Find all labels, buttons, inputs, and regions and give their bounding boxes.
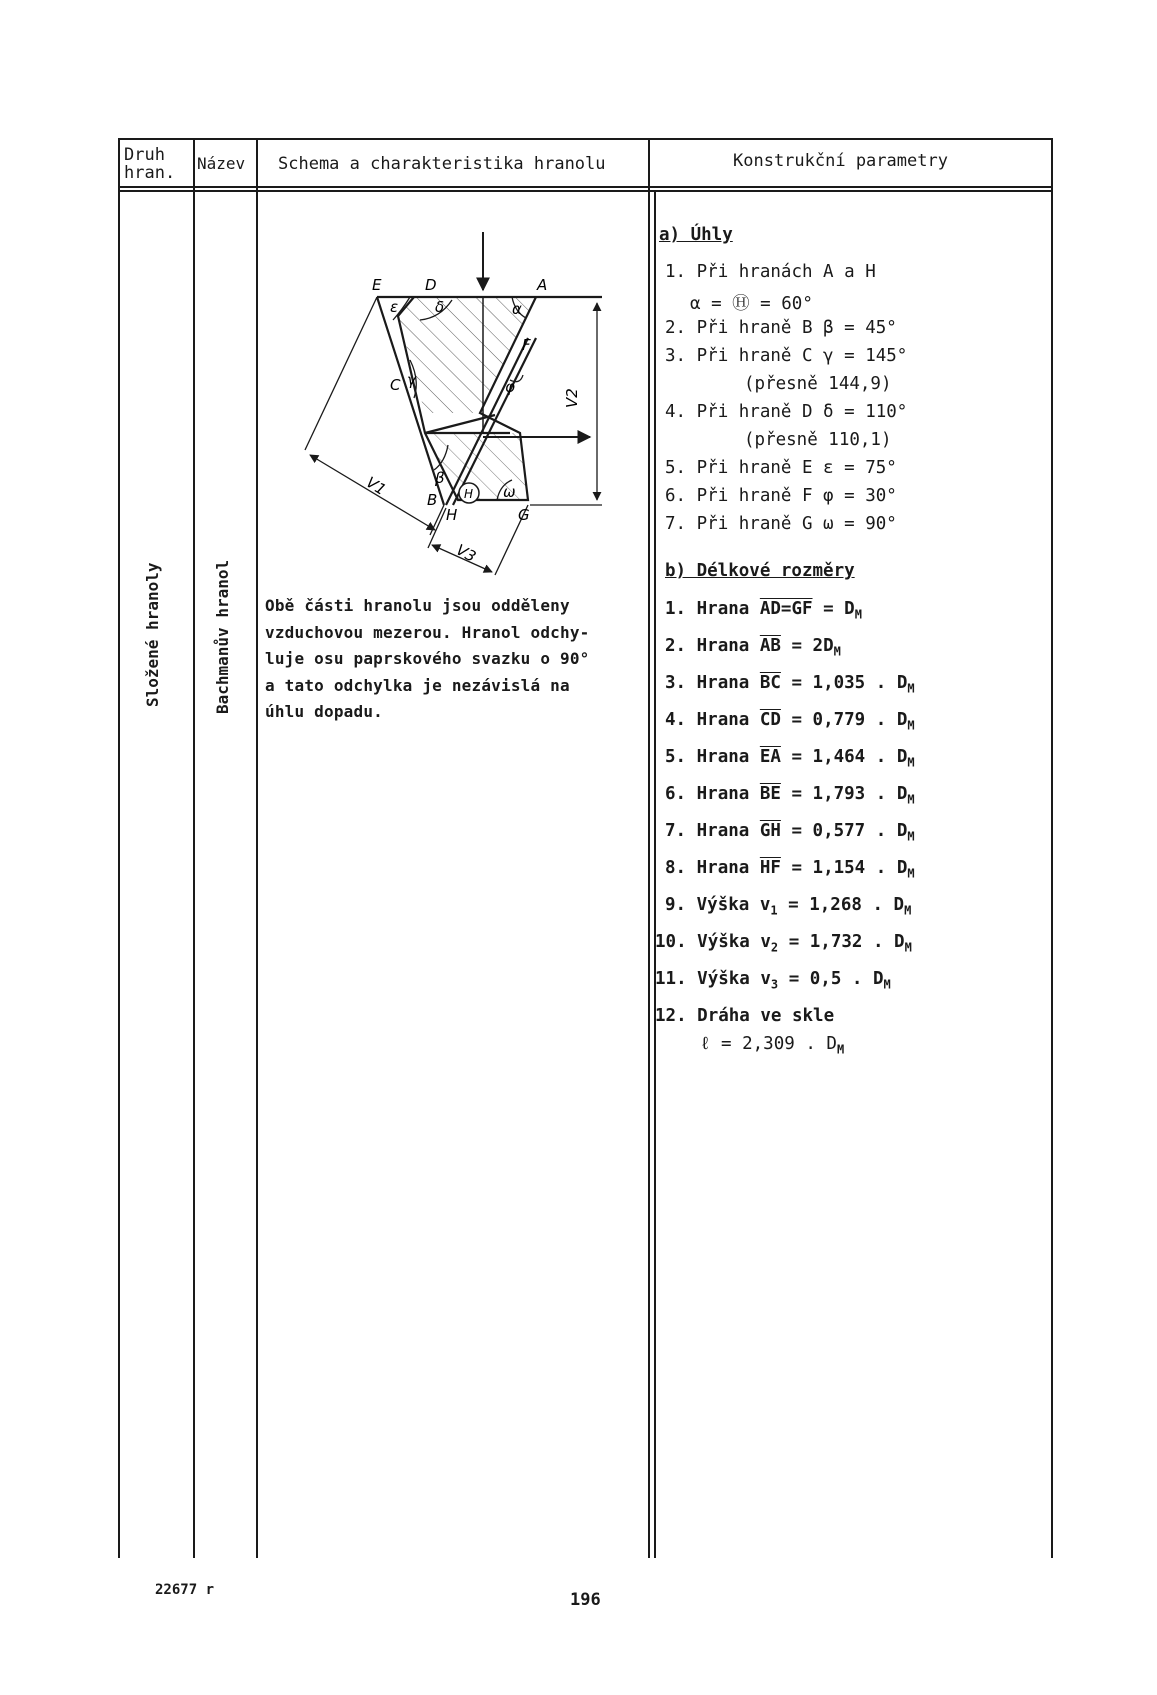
description-line: luje osu paprskového svazku o 90° — [265, 649, 590, 668]
angle-omega: ω — [503, 483, 516, 501]
item-text: (přesně 110,1) — [744, 430, 892, 450]
length-item-11: 11. Výška $v_3 = 0,5$ . $D_M$ — [655, 969, 891, 992]
nazev-label: Bachmanův hranol — [213, 559, 232, 714]
length-item-2: 2. Hrana $\overline{AB} = 2D_M$ — [665, 636, 841, 659]
angle-gamma: γ — [407, 371, 416, 389]
length-item-9: 9. Výška $v_1 = 1,268$ . $D_M$ — [665, 895, 912, 918]
item-number: 3. — [665, 346, 687, 366]
description-line: vzduchovou mezerou. Hranol odchy- — [265, 622, 590, 642]
item-text: Při hraně D δ = 110° — [696, 402, 908, 422]
document-code: 22677 r — [155, 1582, 215, 1598]
angle-H: H — [464, 487, 474, 501]
angle-item-6 — [665, 486, 897, 506]
angle-beta: β — [435, 469, 445, 487]
length-item-5: 5. Hrana $\overline{EA} = 1,464$ . $D_M$ — [665, 747, 915, 770]
angle-item-1b — [690, 290, 813, 315]
item-text: Při hraně E ε = 75° — [696, 458, 897, 478]
item-text: Při hraně C γ = 145° — [696, 346, 908, 366]
header-konstrukcni: Konstrukční parametry — [733, 151, 948, 171]
page-number: 196 — [570, 1590, 601, 1610]
item-number: 7. — [665, 514, 687, 534]
item-text: Při hranách A a H — [696, 262, 876, 282]
header-druh-line1: Druh — [124, 145, 165, 165]
angle-item-3 — [665, 346, 907, 366]
item-text: Při hraně F φ = 30° — [696, 486, 897, 506]
header-druh — [124, 146, 175, 182]
angle-item-7 — [665, 514, 897, 534]
angle-item-1 — [665, 262, 876, 282]
angle-epsilon: ε — [390, 298, 399, 316]
angle-alpha: α — [512, 300, 522, 318]
bachmann-prism-diagram — [258, 220, 646, 580]
lengths-heading: b) Délkové rozměry — [665, 561, 855, 581]
header-nazev: Název — [197, 154, 246, 173]
label-v2: V2 — [563, 388, 581, 408]
label-D: D — [425, 276, 437, 294]
label-v1: V1 — [362, 473, 390, 499]
item-text: (přesně 144,9) — [744, 374, 892, 394]
length-item-12: 12. Dráha ve skle — [655, 1006, 835, 1026]
col-border-left — [118, 138, 120, 1558]
col-border-right — [1051, 138, 1053, 1558]
length-item-4: 4. Hrana $\overline{CD} = 0,779$ . $D_M$ — [665, 710, 915, 733]
item-text: α = Ⓗ = 60° — [690, 294, 813, 314]
item-text: Při hraně B β = 45° — [696, 318, 897, 338]
header-druh-line2: hran. — [124, 163, 176, 183]
length-item-7: 7. Hrana $\overline{GH} = 0,577$ . $D_M$ — [665, 821, 915, 844]
label-H: H — [446, 506, 458, 524]
length-item-10: 10. Výška $v_2 = 1,732$ . $D_M$ — [655, 932, 912, 955]
angles-heading: a) Úhly — [659, 225, 733, 245]
angle-item-4 — [665, 402, 907, 422]
col-border-1 — [193, 138, 195, 1558]
description-line: a tato odchylka je nezávislá na — [265, 675, 570, 695]
angle-item-3b — [744, 374, 892, 394]
length-item-1: 1. Hrana $AD=GF = D_M$ — [665, 599, 862, 622]
length-item-8: 8. Hrana $\overline{HF} = 1,154$ . $D_M$ — [665, 858, 915, 881]
label-C: C — [390, 376, 401, 394]
label-G: G — [518, 506, 530, 524]
item-number: 1. — [665, 262, 687, 282]
item-number: 4. — [665, 402, 687, 422]
item-text: Při hraně G ω = 90° — [696, 514, 897, 534]
header-schema: Schema a charakteristika hranolu — [278, 154, 606, 174]
angle-delta: δ — [435, 298, 445, 316]
druh-label: Složené hranoly — [143, 562, 162, 707]
label-B: B — [427, 491, 438, 509]
label-A: A — [537, 276, 548, 294]
prism-description — [265, 593, 645, 726]
length-item-6: 6. Hrana $\overline{BE} = 1,793$ . $D_M$ — [665, 784, 915, 807]
length-item-3: 3. Hrana $\overline{BC} = 1,035$ . $D_M$ — [665, 673, 915, 696]
table-top-border — [118, 138, 1052, 140]
label-F: F — [522, 336, 531, 354]
description-line: Obě části hranolu jsou odděleny — [265, 596, 570, 615]
label-E: E — [372, 276, 382, 294]
label-v3: V3 — [453, 540, 480, 566]
description-line: úhlu dopadu. — [265, 702, 383, 721]
angle-item-5 — [665, 458, 897, 478]
col-border-3b — [654, 190, 656, 1558]
header-bottom-border — [118, 186, 1052, 188]
item-number: 6. — [665, 486, 687, 506]
angle-item-4b — [744, 430, 892, 450]
angle-phi: φ — [505, 378, 515, 396]
path-value: ℓ = 2,309 . $D_M$ — [700, 1034, 845, 1057]
header-bottom-border-2 — [118, 190, 1052, 192]
col-border-3 — [648, 138, 650, 1558]
item-number: 2. — [665, 318, 687, 338]
angle-item-2 — [665, 318, 897, 338]
item-number: 5. — [665, 458, 687, 478]
